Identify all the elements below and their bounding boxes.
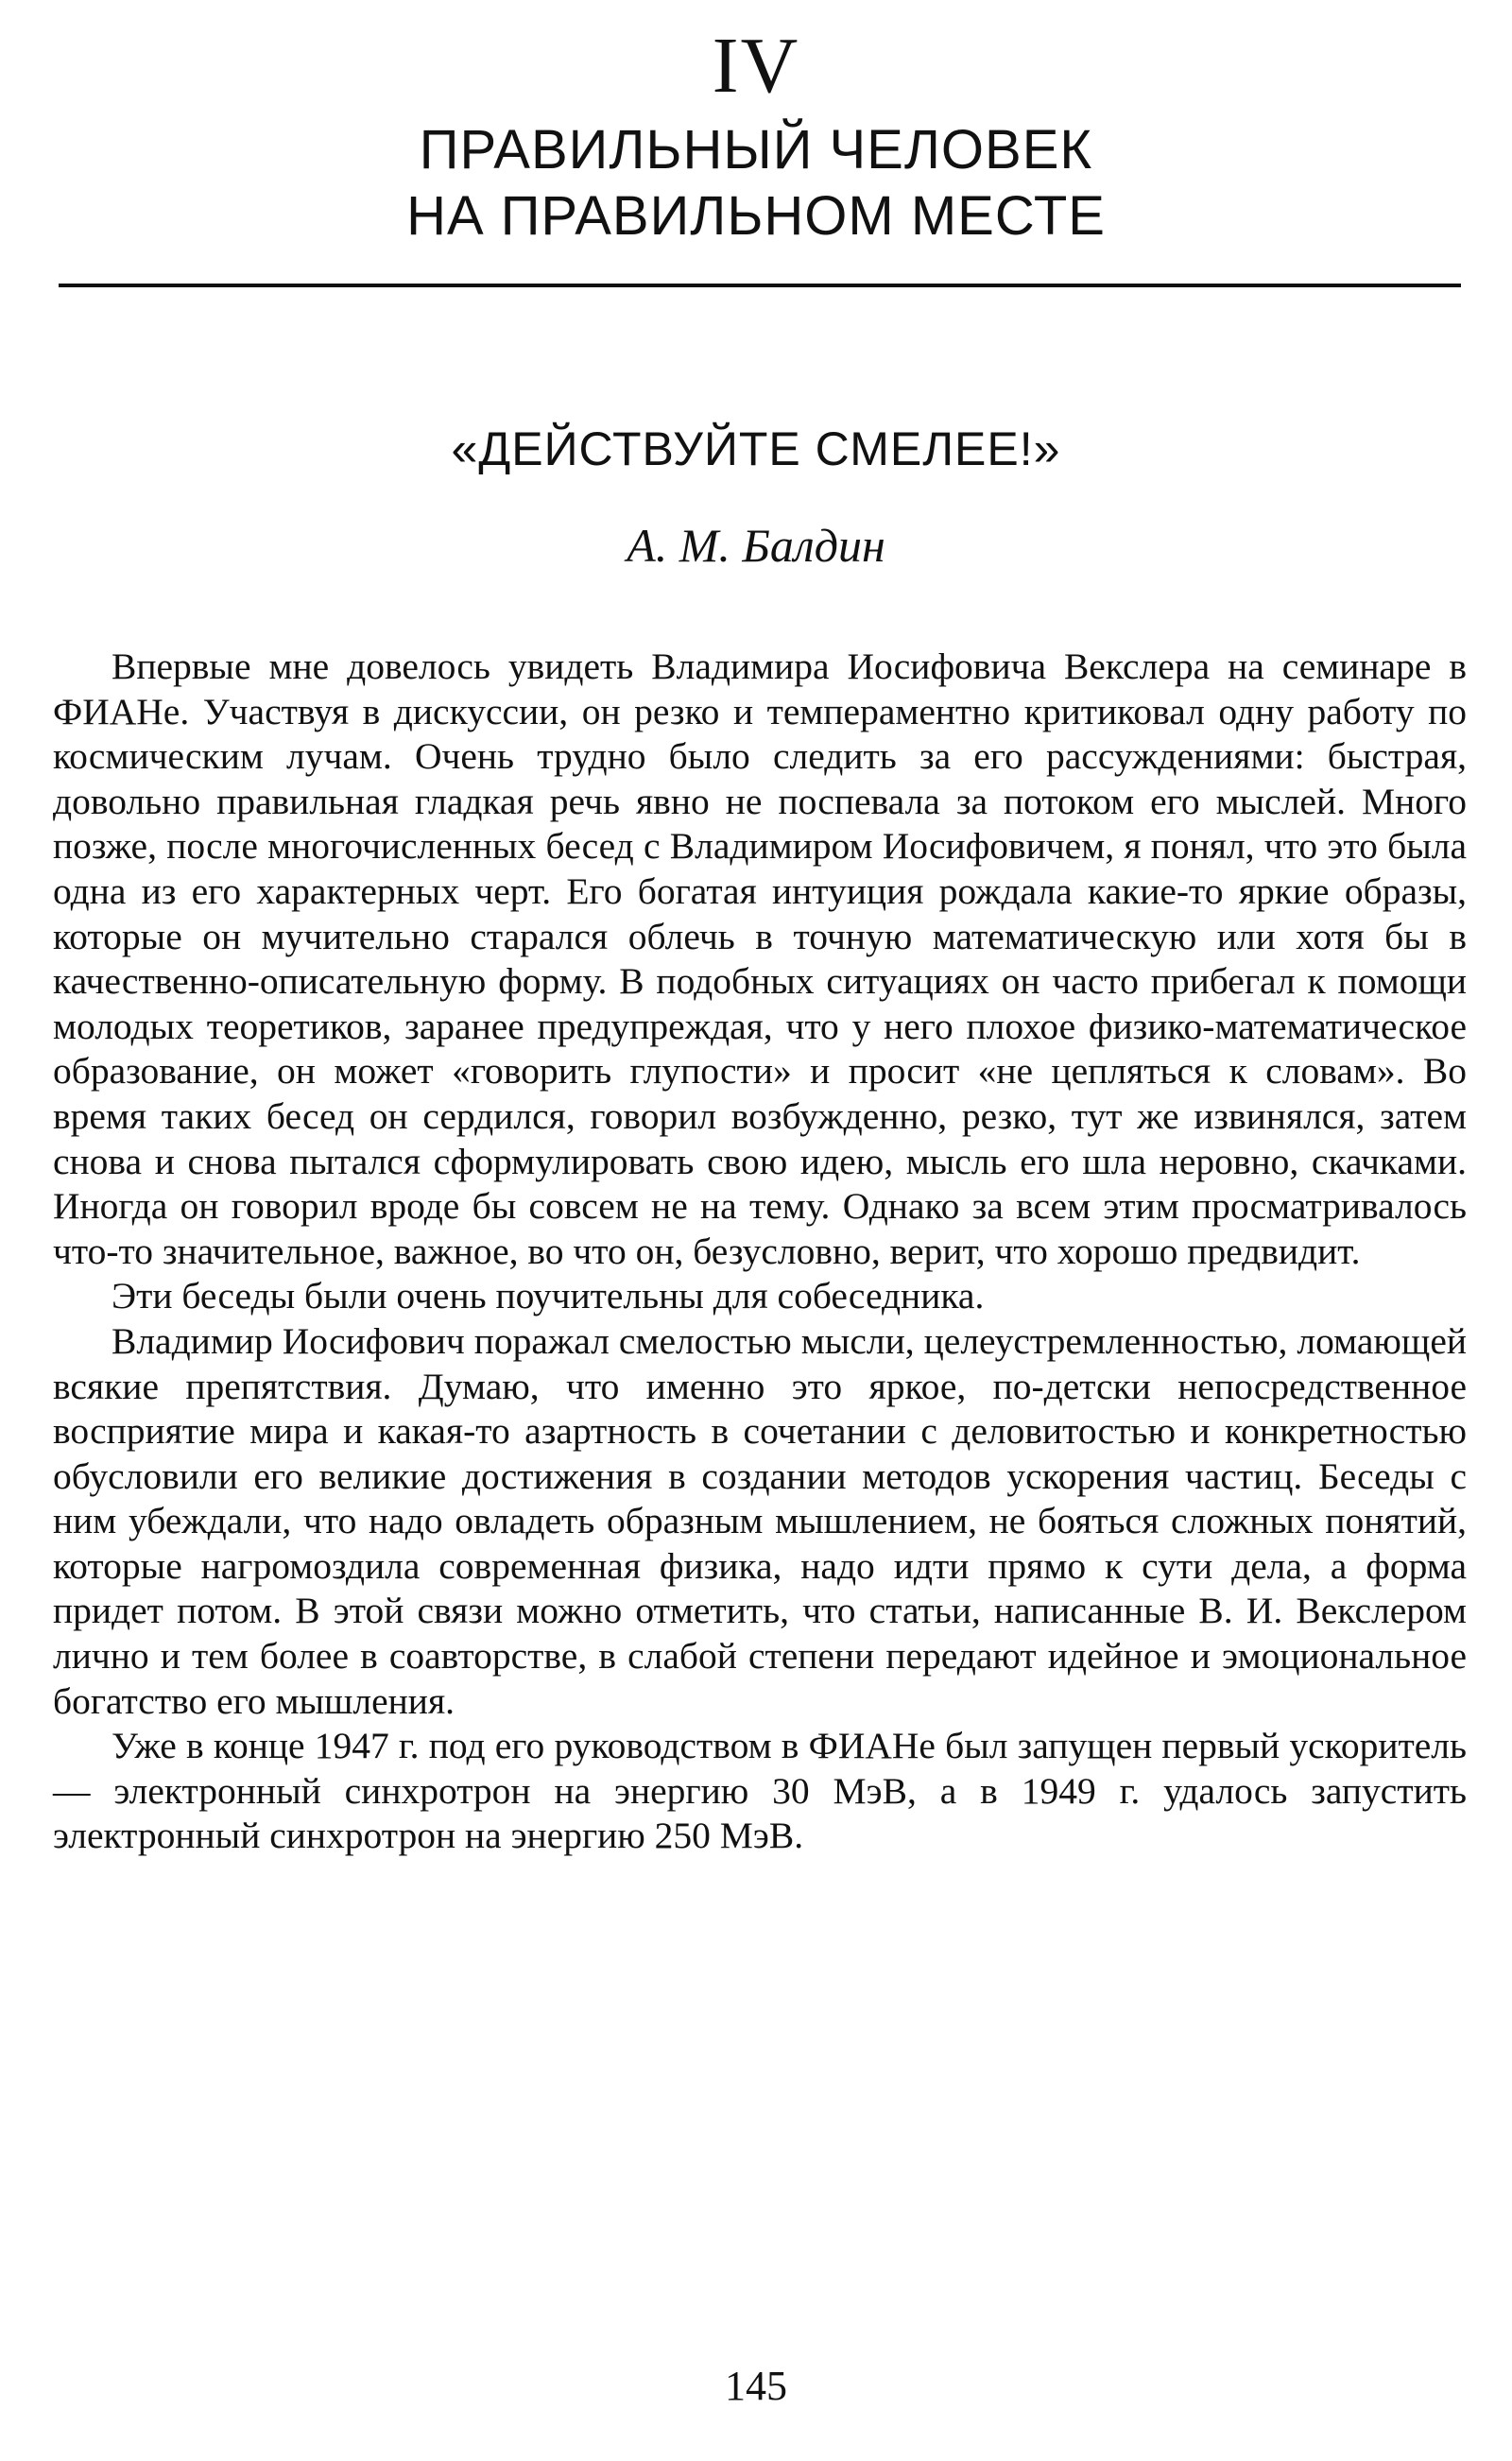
article-body [53,645,1467,1859]
chapter-divider [59,284,1461,287]
chapter-title-line-2: НА ПРАВИЛЬНОМ МЕСТЕ [406,185,1106,247]
paragraph: Владимир Иосифович поражал смелостью мысли, целеустремленностью, ломающей всякие препятствия. Думаю, что именно это яркое, по-детски непосредственное восприятие мира и какая-то азартность в сочетании с деловитостью и конкретностью обусловили его великие достижения в создании методов ускорения частиц. Беседы с ним убеждали, что надо овладеть образным мышлением, не бояться сложных понятий, которые нагромоздила современная физика, надо идти прямо к сути дела, а форма придет потом. В этой связи можно отметить, что статьи, написанные В. И. Векслером лично и тем более в соавторстве, в слабой степени передают идейное и эмоциональное богатство его мышления. [53,1319,1467,1722]
chapter-title-line-1: ПРАВИЛЬНЫЙ ЧЕЛОВЕК [419,119,1093,181]
paragraph: Уже в конце 1947 г. под его руководством в ФИАНе был запущен первый ускоритель — электронный синхротрон на энергию 30 МэВ, а в 1949 г. удалось запустить электронный синхротрон на энергию 250 МэВ. [53,1725,1467,1857]
chapter-number: IV [712,22,800,110]
paragraph: Эти беседы были очень поучительны для собеседника. [112,1275,985,1317]
article-author: А. М. Балдин [627,519,885,572]
article-title: «ДЕЙСТВУЙТЕ СМЕЛЕЕ!» [451,422,1061,475]
paragraph: Впервые мне довелось увидеть Владимира Иосифовича Векслера на семинаре в ФИАНе. Участвуя в дискуссии, он резко и темпераментно критиковал одну работу по космическим лучам. Очень трудно было следить за его рассуждениями: быстрая, довольно правильная гладкая речь явно не поспевала за потоком его мыслей. Много позже, после многочисленных бесед с Владимиром Иосифовичем, я понял, что это была одна из его характерных черт. Его богатая интуиция рождала какие-то яркие образы, которые он мучительно старался облечь в точную математическую или хотя бы в качественно-описательную форму. В подобных ситуациях он часто прибегал к помощи молодых теоретиков, заранее предупреждая, что у него плохое физико-математическое образование, он может «говорить глупости» и просит «не цепляться к словам». Во время таких бесед он сердился, говорил возбужденно, резко, тут же извинялся, затем снова и снова пытался сформулировать свою идею, мысль его шла неровно, скачками. Иногда он говорил вроде бы совсем не на тему. Однако за всем этим просматривалось что-то значительное, важное, во что он, безусловно, верит, что хорошо предвидит. [53,645,1467,1272]
chapter-title [0,117,1512,250]
page-number: 145 [725,2363,787,2409]
